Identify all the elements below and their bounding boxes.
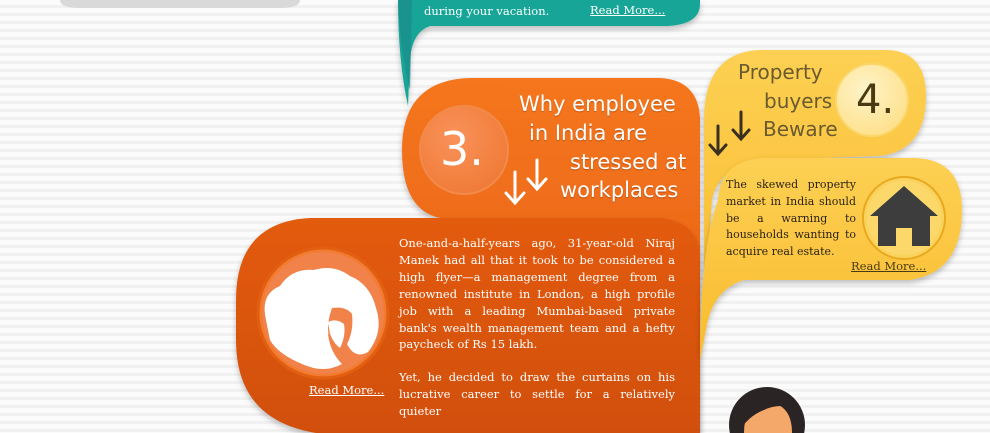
down-arrows-icon xyxy=(706,108,756,158)
item4-paragraph: The skewed property market in India should be a warning to households wanting to acquire real estate. xyxy=(726,178,856,259)
down-arrows-icon xyxy=(503,158,553,208)
item3-number: 3. xyxy=(440,122,484,176)
person-avatar xyxy=(729,387,805,433)
item4-title-line-1: Property xyxy=(738,60,823,84)
stressed-face-silhouette xyxy=(258,248,388,378)
item4-title-line-2: buyers xyxy=(764,89,833,113)
house-icon xyxy=(866,182,942,252)
item4-read-more-link[interactable]: Read More... xyxy=(851,259,927,273)
item3-read-more-link[interactable]: Read More... xyxy=(309,383,385,397)
item3-paragraph-1: One-and-a-half-years ago, 31-year-old Niraj Manek had all that it took to be considered a high flyer—a management degree from a renowned institute in London, a high profile job with a leading Mumbai-based private bank's wealth management team and a hefty paycheck of Rs 15 lakh. xyxy=(399,236,675,352)
item4-title-line-3: Beware xyxy=(763,117,838,141)
item3-title-line-3: stressed at xyxy=(570,150,687,174)
item3-title-line-4: workplaces xyxy=(560,178,679,202)
item3-paragraph-2: Yet, he decided to draw the curtains on his lucrative career to settle for a relatively quieter xyxy=(399,370,675,418)
item2-read-more-link[interactable]: Read More... xyxy=(590,3,666,17)
item4-number: 4. xyxy=(856,77,895,123)
item2-text-tail: during your vacation. xyxy=(424,4,550,18)
item3-title-line-2: in India are xyxy=(529,121,647,145)
item3-title-line-1: Why employee xyxy=(519,92,676,116)
